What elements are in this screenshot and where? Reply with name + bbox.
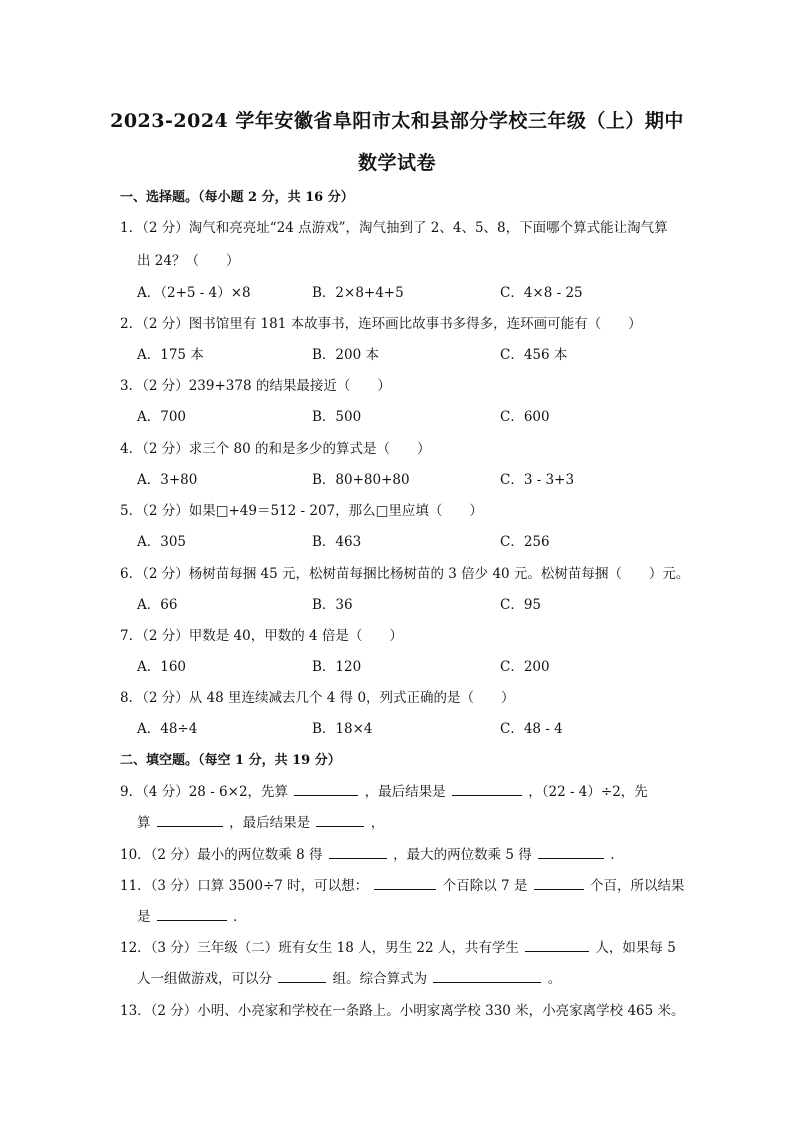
- q3-stem: 3．（2 分）239+378 的结果最接近（ ）: [120, 378, 391, 394]
- q2-stem: 2．（2 分）图书馆里有 181 本故事书，连环画比故事书多得多，连环画可能有（ ）: [120, 316, 642, 332]
- q12-text-e: 。: [547, 971, 562, 987]
- q9-line2: [137, 811, 384, 831]
- q1-stem-line2: 出 24？（ ）: [137, 253, 240, 269]
- q1-stem-line1: 1．（2 分）淘气和亮亮址“24 点游戏”，淘气抽到了 2、4、5、8，下面哪个算式能让淘气算: [120, 220, 668, 236]
- q8-option-b: B．18×4: [312, 721, 373, 737]
- q5-stem: 5．（2 分）如果□+49＝512 - 207，那么□里应填（ ）: [120, 503, 483, 519]
- q3-option-b: B．500: [312, 409, 362, 425]
- q6-stem: 6．（2 分）杨树苗每捆 45 元，松树苗每捆比杨树苗的 3 倍少 40 元。松树苗每捆（ ）元。: [120, 566, 690, 582]
- q8-option-a: A．48÷4: [137, 721, 198, 737]
- q8-stem: 8．（2 分）从 48 里连续减去几个 4 得 0，列式正确的是（ ）: [120, 690, 515, 706]
- q11-line1: [120, 874, 685, 894]
- q12-text-c: 人一组做游戏，可以分: [137, 971, 272, 987]
- q11-blank-3[interactable]: [157, 908, 227, 921]
- q5-option-c: C．256: [500, 534, 550, 550]
- q11-text-c: 个百，所以结果: [590, 878, 685, 894]
- q11-text-d: 是: [137, 909, 151, 925]
- q10-line1: [120, 843, 624, 863]
- q3-option-c: C．600: [500, 409, 550, 425]
- q12-line1: [120, 936, 676, 956]
- q8-option-c: C．48 - 4: [500, 721, 563, 737]
- q7-option-c: C．200: [500, 659, 550, 675]
- q11-text-e: ．: [233, 909, 247, 925]
- q9-blank-1[interactable]: [294, 783, 358, 796]
- q11-blank-1[interactable]: [374, 877, 436, 890]
- q1-option-a: A．（2+5 - 4）×8: [137, 285, 251, 301]
- q9-text-d: 算: [137, 815, 151, 831]
- q2-option-b: B．200 本: [312, 347, 379, 363]
- q10-blank-2[interactable]: [538, 846, 604, 859]
- q7-option-b: B．120: [312, 659, 362, 675]
- q2-option-c: C．456 本: [500, 347, 568, 363]
- q11-line2: [137, 905, 247, 925]
- q10-blank-1[interactable]: [329, 846, 387, 859]
- section-fill-heading: 二、填空题。（每空 1 分，共 19 分）: [120, 753, 341, 768]
- q9-text-e: ，最后结果是: [229, 815, 311, 831]
- q1-option-c: C．4×8 - 25: [500, 285, 583, 301]
- q11-text-b: 个百除以 7 是: [442, 878, 528, 894]
- q9-line1: [120, 780, 648, 800]
- q9-text-c: ，（22 - 4）÷2，先: [528, 784, 648, 800]
- q6-option-b: B．36: [312, 597, 353, 613]
- q12-blank-1[interactable]: [525, 939, 589, 952]
- q10-text-a: 10．（2 分）最小的两位数乘 8 得: [120, 847, 323, 863]
- q6-option-c: C．95: [500, 597, 542, 613]
- q2-option-a: A．175 本: [137, 347, 204, 363]
- q4-option-a: A．3+80: [137, 472, 198, 488]
- q5-option-a: A．305: [137, 534, 187, 550]
- q13-stem: 13．（2 分）小明、小亮家和学校在一条路上。小明家离学校 330 米，小亮家离学校 465 米。: [120, 1003, 685, 1019]
- q12-text-d: 组。综合算式为: [332, 971, 428, 987]
- q12-text-b: 人，如果每 5: [595, 940, 676, 956]
- q12-blank-2[interactable]: [278, 970, 326, 983]
- q4-stem: 4．（2 分）求三个 80 的和是多少的算式是（ ）: [120, 441, 431, 457]
- q11-text-a: 11．（3 分）口算 3500÷7 时，可以想：: [120, 878, 369, 894]
- q9-text-a: 9．（4 分）28 - 6×2，先算: [120, 784, 289, 800]
- q9-text-f: ，: [370, 815, 385, 831]
- exam-title-line2: 数学试卷: [357, 152, 436, 174]
- q7-stem: 7．（2 分）甲数是 40，甲数的 4 倍是（ ）: [120, 628, 403, 644]
- q7-option-a: A．160: [137, 659, 187, 675]
- q12-blank-3[interactable]: [433, 970, 541, 983]
- exam-title-line1: 2023-2024 学年安徽省阜阳市太和县部分学校三年级（上）期中: [110, 110, 684, 132]
- q12-line2: [137, 967, 561, 987]
- q9-text-b: ，最后结果是: [364, 784, 446, 800]
- q4-option-c: C．3 - 3+3: [500, 472, 575, 488]
- q9-blank-2[interactable]: [452, 783, 522, 796]
- q11-blank-2[interactable]: [534, 877, 584, 890]
- q9-blank-4[interactable]: [316, 814, 364, 827]
- q12-text-a: 12．（3 分）三年级（二）班有女生 18 人，男生 22 人，共有学生: [120, 940, 519, 956]
- section-choice-heading: 一、选择题。（每小题 2 分，共 16 分）: [120, 190, 354, 205]
- q10-text-c: ．: [610, 847, 624, 863]
- q10-text-b: ，最大的两位数乘 5 得: [393, 847, 532, 863]
- q4-option-b: B．80+80+80: [312, 472, 410, 488]
- q5-option-b: B．463: [312, 534, 362, 550]
- q3-option-a: A．700: [137, 409, 187, 425]
- q9-blank-3[interactable]: [157, 814, 223, 827]
- q6-option-a: A．66: [137, 597, 178, 613]
- q1-option-b: B．2×8+4+5: [312, 285, 404, 301]
